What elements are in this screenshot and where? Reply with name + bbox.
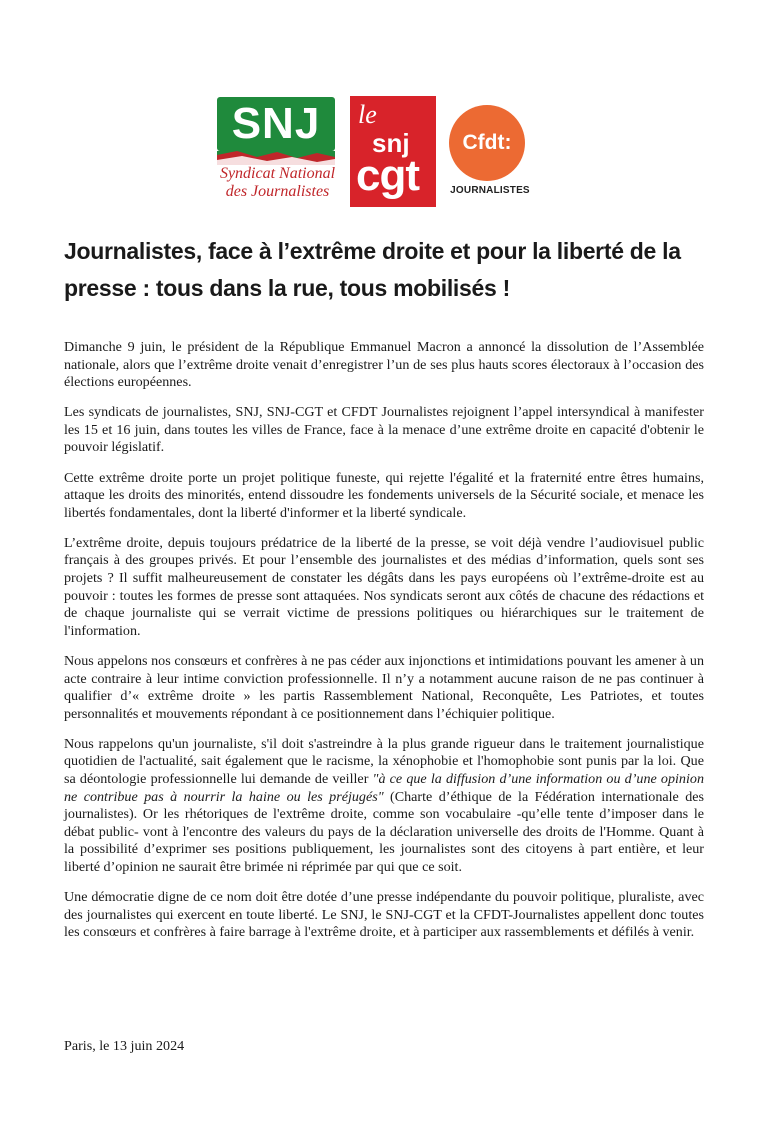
snj-logo-tagline-2: des Journalistes	[225, 183, 330, 200]
snj-cgt-logo-snj: snj	[372, 128, 410, 158]
paragraph: Dimanche 9 juin, le président de la République Emmanuel Macron a annoncé la dissolution de l’Assemblée nationale, alors que l’extrême droite venait d’enregistrer l’un de ses plus hauts scores électoraux à l’occasion des élections européennes.	[64, 339, 704, 391]
paragraph-conclusion: Une démocratie digne de ce nom doit être dotée d’une presse indépendante du pouvoir politique, pluraliste, avec des journalistes qui exercent en toute liberté. Le SNJ, le SNJ-CGT et la CFDT-Journalistes appellent donc toutes les consœurs et confrères à faire barrage à l'extrême droite, et à participer aux rassemblements et défilés à venir.	[64, 889, 704, 941]
paragraph: L’extrême droite, depuis toujours prédatrice de la liberté de la presse, se voit déjà vendre l’audiovisuel public français à des groupes privés. Et pour l’ensemble des journalistes et des médias d’information, quels sont ses projets ? Il suffit malheureusement de constater les dégâts dans les pays européens où l’extrême-droite est au pouvoir : toutes les formes de presse sont attaquées. Nos syndicats seront aux côtés de chacune des rédactions et de chaque journaliste qui se verrait victime de pressions politiques ou hiérarchiques sur le traitement de l'information.	[64, 534, 704, 639]
document-body	[64, 339, 704, 954]
cfdt-logo-name: Cfdt:	[462, 131, 512, 154]
snj-logo-stripes	[217, 151, 335, 165]
signoff-date: Paris, le 13 juin 2024	[64, 1038, 185, 1054]
snj-logo	[215, 95, 340, 207]
snj-logo-tagline-1: Syndicat National	[219, 165, 336, 182]
snj-cgt-logo-le: le	[358, 100, 377, 129]
paragraph: Cette extrême droite porte un projet politique funeste, qui rejette l'égalité et la fraternité entre êtres humains, attaque les droits des minorités, entend dissoudre les fondements universels de la Sécurité sociale, et menace les libertés fondamentales, dont la liberté d'informer et la liberté syndicale.	[64, 469, 704, 521]
cfdt-logo	[445, 95, 535, 207]
paragraph-text: (Charte d’éthique de la Fédération internationale des journalistes). Or les rhétoriques de l'extrême droite, comme son vocabulaire -qu’elle tente d’imposer dans le débat public- vont à l'encontre des valeurs du pays de la déclaration universelle des droits de l'Homme. Quant à la possibilité d’exprimer ses positions publiquement, les journalistes sont des citoyens à part entière, et leur liberté d’opinion ne saurait être brimée ni réprimée par qui que ce soit.	[64, 788, 704, 875]
logos-header	[0, 95, 765, 210]
snj-logo-name: SNJ	[231, 99, 321, 148]
document-title: Journalistes, face à l’extrême droite et pour la liberté de la presse : tous dans la rue, tous mobilisés !	[64, 238, 681, 301]
paragraph-ifj-charter	[64, 736, 704, 877]
snj-cgt-logo-cgt: cgt	[356, 151, 419, 200]
paragraph: Nous appelons nos consœurs et confrères à ne pas céder aux injonctions et intimidations pouvant les amener à un acte contraire à leur intime conviction professionnelle. Il n’y a notamment aucune raison de ne pas continuer à qualifier d’« extrême droite » les partis Rassemblement National, Reconquête, Les Patriotes, et toutes personnalités et mouvements répondant à ce positionnement dans l’échiquier politique.	[64, 652, 704, 722]
snj-cgt-logo	[350, 96, 436, 207]
snj-logo-box	[217, 97, 335, 151]
cfdt-logo-subtitle: JOURNALISTES	[450, 185, 530, 196]
paragraph-text: Nous rappelons qu'un journaliste, s'il doit s'astreindre à la plus grande rigueur dans le traitement journalistique quotidien de l'actualité, sait également que le racisme, la xénophobie et l'homophobie sont punis par la loi. Que sa déontologie professionnelle lui demande de veiller	[64, 735, 704, 787]
paragraph: Les syndicats de journalistes, SNJ, SNJ-CGT et CFDT Journalistes rejoignent l’appel intersyndical à manifester les 15 et 16 juin, dans toutes les villes de France, face à la menace d’une extrême droite en capacité d'obtenir le pouvoir législatif.	[64, 404, 704, 456]
charter-quote: "à ce que la diffusion d’une information ou d’une opinion ne contribue pas à nourrir la haine ou les préjugés"	[64, 770, 704, 805]
